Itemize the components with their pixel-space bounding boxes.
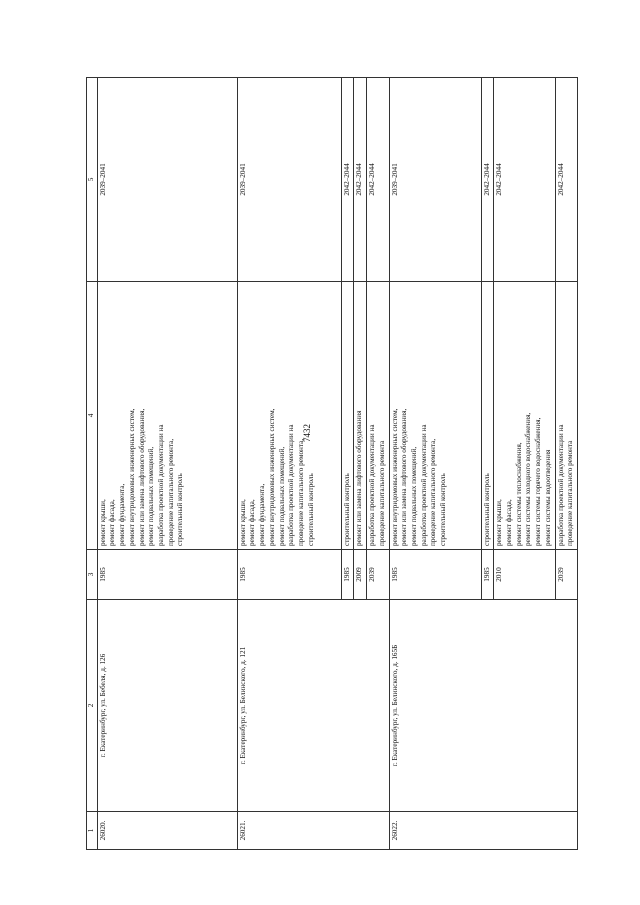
table-body	[87, 78, 578, 850]
work-item: ремонт внутридомовых инженерных систем,	[267, 408, 276, 546]
row-number: 26022.	[389, 812, 577, 850]
work-item: разработка проектной документации на	[556, 424, 565, 546]
period-cell: 2039–2041	[97, 78, 237, 282]
period-cell: 2042–2044	[481, 78, 494, 282]
works-cell	[494, 282, 555, 550]
work-item: ремонт системы теплоснабжения,	[514, 442, 523, 546]
works-cell	[97, 282, 237, 550]
capital-repair-table	[86, 77, 578, 850]
work-item: проведение капитального ремонта,	[429, 438, 438, 546]
work-item: проведение капитального ремонта,	[166, 438, 175, 546]
work-item: ремонт или замена лифтового оборудования,	[137, 408, 146, 546]
works-cell	[237, 282, 341, 550]
work-item: строительный контроль	[176, 473, 185, 546]
work-item: ремонт фундамента,	[118, 483, 127, 546]
year-cell: 1985	[389, 550, 481, 600]
period-cell: 2042–2044	[494, 78, 555, 282]
work-item: ремонт фундамента,	[258, 483, 267, 546]
work-item: проведение капитального ремонта,	[297, 438, 306, 546]
period-cell: 2042–2044	[341, 78, 354, 282]
row-number: 26020.	[97, 812, 237, 850]
work-item: ремонт фасада,	[108, 499, 117, 546]
period-cell: 2039–2041	[237, 78, 341, 282]
work-item: ремонт системы горячего водоснабжения,	[534, 417, 543, 546]
year-cell: 1985	[341, 550, 354, 600]
column-number: 2	[87, 600, 98, 812]
works-cell	[341, 282, 354, 550]
work-item: проведение капитального ремонта	[377, 440, 386, 546]
address-cell: г. Екатеринбург, ул. Белинского, д. 165Б	[389, 600, 577, 812]
work-item: ремонт или замена лифтового оборудования	[355, 410, 364, 546]
address-cell: г. Екатеринбург, ул. Белинского, д. 121	[237, 600, 389, 812]
work-item: ремонт крыши,	[238, 499, 247, 546]
work-item: ремонт крыши,	[495, 499, 504, 546]
year-cell: 2010	[494, 550, 555, 600]
work-item: разработка проектной документации на	[419, 424, 428, 546]
work-item: ремонт системы холодного водоснабжения,	[524, 412, 533, 546]
work-item: ремонт фасада,	[248, 499, 257, 546]
work-item: строительный контроль	[439, 473, 448, 546]
works-cell	[389, 282, 481, 550]
period-cell: 2042–2044	[354, 78, 367, 282]
work-item: проведение капитального ремонта	[566, 440, 575, 546]
work-item: строительный контроль	[342, 473, 351, 546]
work-item: ремонт подвальных помещений,	[147, 446, 156, 546]
address-cell: г. Екатеринбург, ул. Бебеля, д. 126	[97, 600, 237, 812]
table-row	[389, 78, 481, 850]
row-number: 26021.	[237, 812, 389, 850]
page-number: 7432	[302, 424, 312, 442]
year-cell: 2009	[354, 550, 367, 600]
column-number: 5	[87, 78, 98, 282]
year-cell: 2039	[367, 550, 389, 600]
year-cell: 1985	[481, 550, 494, 600]
work-item: ремонт внутридомовых инженерных систем,	[127, 408, 136, 546]
work-item: разработка проектной документации на	[157, 424, 166, 546]
table-row	[237, 78, 341, 850]
works-cell	[481, 282, 494, 550]
column-number: 4	[87, 282, 98, 550]
column-number: 3	[87, 550, 98, 600]
work-item: ремонт крыши,	[98, 499, 107, 546]
work-item: ремонт фасада,	[505, 499, 514, 546]
work-item: разработка проектной документации на	[368, 424, 377, 546]
year-cell: 1985	[237, 550, 341, 600]
work-item: ремонт подвальных помещений,	[410, 446, 419, 546]
work-item: ремонт подвальных помещений,	[277, 446, 286, 546]
column-number-row	[87, 78, 98, 850]
work-item: ремонт внутридомовых инженерных систем,	[390, 408, 399, 546]
work-item: строительный контроль	[482, 473, 491, 546]
work-item: строительный контроль	[306, 473, 315, 546]
works-cell	[555, 282, 577, 550]
work-item: ремонт или замена лифтового оборудования,	[400, 408, 409, 546]
period-cell: 2042–2044	[367, 78, 389, 282]
year-cell: 1985	[97, 550, 237, 600]
period-cell: 2039–2041	[389, 78, 481, 282]
year-cell: 2039	[555, 550, 577, 600]
works-cell	[354, 282, 367, 550]
table-row	[97, 78, 237, 850]
work-item: ремонт системы водоотведения	[543, 449, 552, 546]
rotated-table-container	[86, 78, 575, 850]
column-number: 1	[87, 812, 98, 850]
work-item: разработка проектной документации на	[287, 424, 296, 546]
period-cell: 2042–2044	[555, 78, 577, 282]
works-cell	[367, 282, 389, 550]
